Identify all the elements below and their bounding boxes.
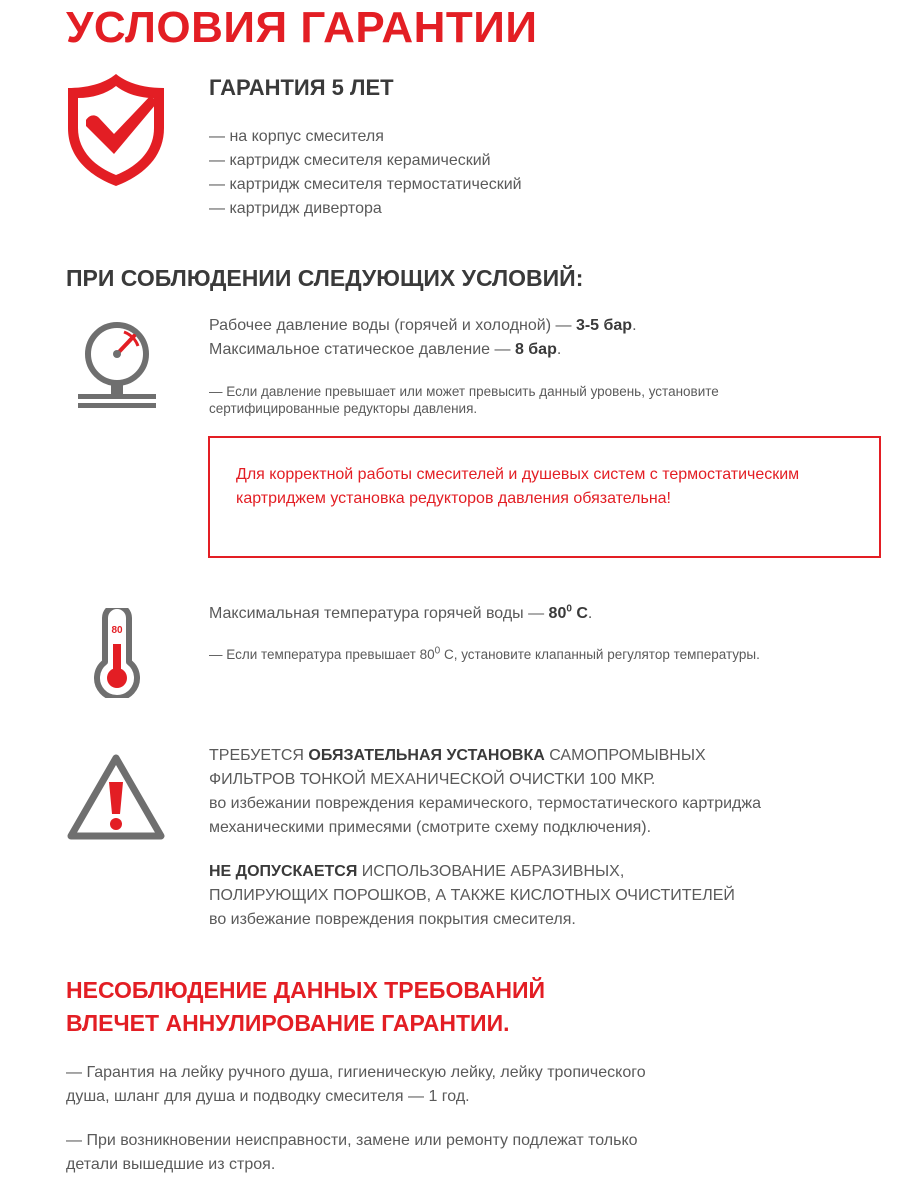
temperature-value-number: 80: [548, 605, 567, 622]
warranty-item: — картридж смесителя керамический: [209, 152, 491, 169]
shield-check-icon: [64, 70, 168, 190]
thermometer-icon: [92, 608, 142, 698]
temperature-max-value: [549, 605, 588, 622]
filters-line1-rest: САМОПРОМЫВНЫХ: [544, 747, 706, 764]
warranty-item: — картридж дивертора: [209, 200, 382, 217]
abrasives-line1: [209, 860, 624, 884]
temperature-max: [209, 602, 592, 626]
void-note2-line2: детали вышедшие из строя.: [66, 1156, 276, 1173]
abrasives-line2: ПОЛИРУЮЩИХ ПОРОШКОВ, А ТАКЖЕ КИСЛОТНЫХ ОЧИСТИТЕЛЕЙ: [209, 887, 735, 904]
pressure-static-end: .: [556, 341, 562, 358]
void-note1-line2: душа, шланг для душа и подводку смесителя — 1 год.: [66, 1088, 470, 1105]
temperature-note: [209, 646, 760, 663]
filters-line2: ФИЛЬТРОВ ТОНКОЙ МЕХАНИЧЕСКОЙ ОЧИСТКИ 100 МКР.: [209, 771, 656, 788]
filters-line1-start: ТРЕБУЕТСЯ: [209, 747, 309, 764]
warranty-item: — на корпус смесителя: [209, 128, 384, 145]
abrasives-line3: во избежание повреждения покрытия смесителя.: [209, 911, 576, 928]
page-title: УСЛОВИЯ ГАРАНТИИ: [66, 3, 538, 52]
warranty-list: [209, 125, 522, 221]
thermometer-label: 80: [111, 625, 123, 636]
filters-line4: механическими примесями (смотрите схему подключения).: [209, 819, 652, 836]
pressure-static: [209, 338, 561, 362]
notice-box: [208, 436, 881, 558]
pressure-working: [209, 314, 637, 338]
pressure-static-text: Максимальное статическое давление —: [209, 341, 515, 358]
temperature-max-end: .: [587, 605, 593, 622]
pressure-working-value: 3-5 бар: [575, 317, 633, 334]
pressure-gauge-icon: [74, 320, 160, 412]
notice-text: Для корректной работы смесителей и душевых систем с термостатическим картриджем установка редукторов давления обязательна!: [236, 466, 800, 507]
void-note2-line1: — При возникновении неисправности, замене или ремонту подлежат только: [66, 1132, 638, 1149]
warranty-item: — картридж смесителя термостатический: [209, 176, 522, 193]
warranty-title: ГАРАНТИЯ 5 ЛЕТ: [209, 75, 394, 100]
filters-line1: [209, 744, 706, 768]
conditions-title: ПРИ СОБЛЮДЕНИИ СЛЕДУЮЩИХ УСЛОВИЙ:: [66, 265, 584, 291]
void-title-line1: НЕСОБЛЮДЕНИЕ ДАННЫХ ТРЕБОВАНИЙ: [66, 977, 546, 1003]
pressure-note: — Если давление превышает или может превысить данный уровень, установите сертифицированные редукторы давления.: [209, 384, 719, 416]
temperature-note-degree: 0: [434, 645, 441, 657]
temperature-note-end: С, установите клапанный регулятор температуры.: [440, 647, 760, 662]
pressure-static-value: 8 бар: [514, 341, 557, 358]
pressure-working-end: .: [632, 317, 637, 334]
void-title-line2: ВЛЕЧЕТ АННУЛИРОВАНИЕ ГАРАНТИИ.: [66, 1010, 510, 1036]
filters-line1-bold: ОБЯЗАТЕЛЬНАЯ УСТАНОВКА: [308, 747, 545, 764]
temperature-value-unit: С: [571, 605, 588, 622]
temperature-value-degree: 0: [566, 603, 572, 615]
void-note1-line1: — Гарантия на лейку ручного душа, гигиеническую лейку, лейку тропического: [66, 1064, 646, 1081]
filters-line3: во избежании повреждения керамического, термостатического картриджа: [209, 795, 761, 812]
temperature-note-text: — Если температура превышает 80: [209, 647, 435, 662]
warning-icon: [66, 752, 166, 842]
pressure-working-text: Рабочее давление воды (горячей и холодной) —: [209, 317, 576, 334]
abrasives-line1-bold: НЕ ДОПУСКАЕТСЯ: [209, 863, 358, 880]
temperature-max-text: Максимальная температура горячей воды —: [209, 605, 549, 622]
void-warning-title: [66, 974, 545, 1040]
abrasives-line1-rest: ИСПОЛЬЗОВАНИЕ АБРАЗИВНЫХ,: [357, 863, 625, 880]
